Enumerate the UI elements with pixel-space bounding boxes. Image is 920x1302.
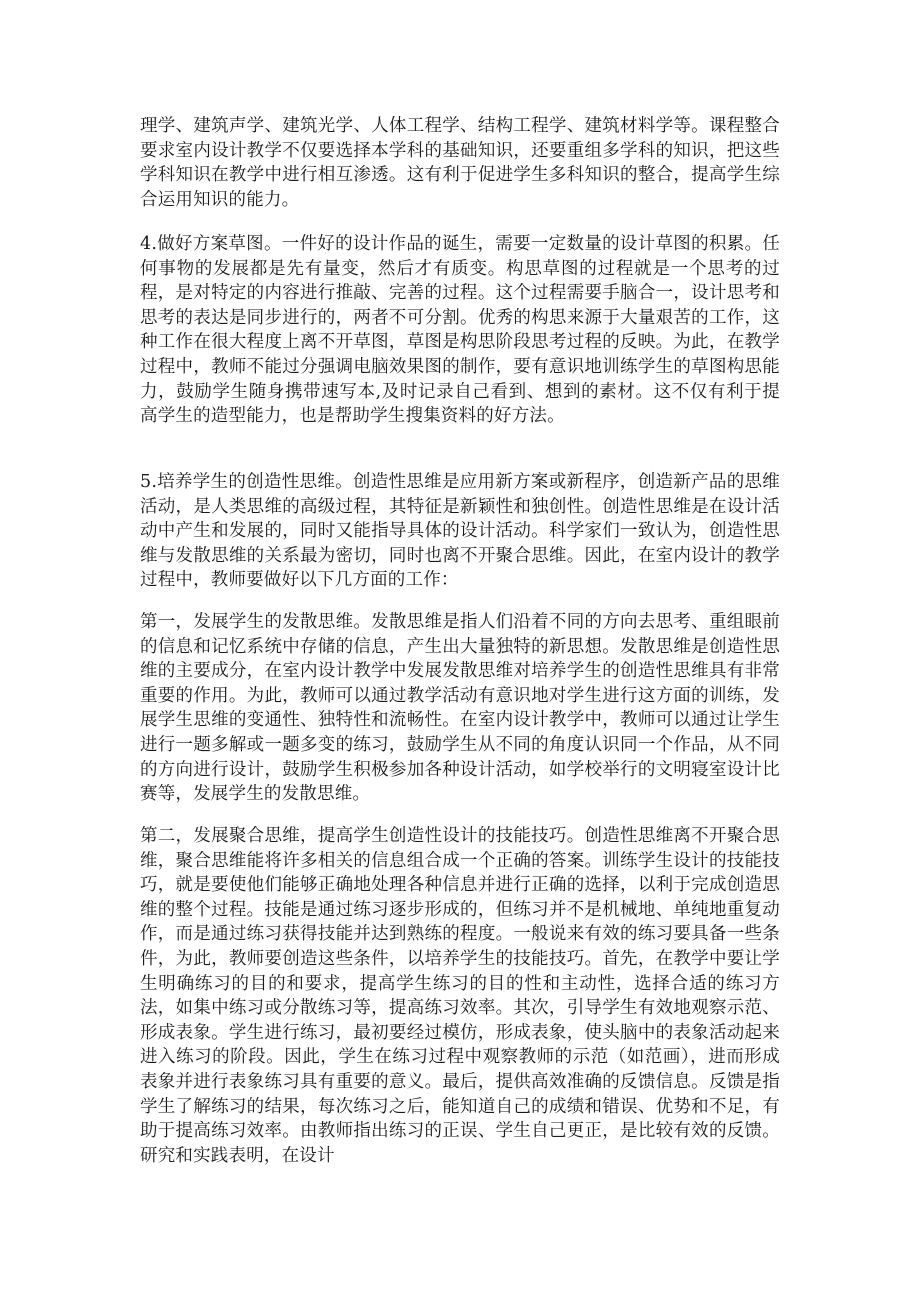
paragraph-curriculum-integration: 理学、建筑声学、建筑光学、人体工程学、结构工程学、建筑材料学等。课程整合要求室内设计教学不仅要选择本学科的基础知识，还要重组多学科的知识，把这些学科知识在教学中进行相互渗透。这有利于促进学生多科知识的整合，提高学生综合运用知识的能力。 — [140, 116, 780, 210]
paragraph-divergent-thinking: 第一，发展学生的发散思维。发散思维是指人们沿着不同的方向去思考、重组眼前的信息和记忆系统中存储的信息，产生出大量独特的新思想。发散思维是创造性思维的主要成分，在室内设计教学中发展发散思维对培养学生的创造性思维具有非常重要的作用。为此，教师可以通过教学活动有意识地对学生进行这方面的训练，发展学生思维的变通性、独特性和流畅性。在室内设计教学中，教师可以通过让学生进行一题多解或一题多变的练习，鼓励学生从不同的角度认识同一个作品，从不同的方向进行设计，鼓励学生积极参加各种设计活动，如学校举行的文明寝室设计比赛等，发展学生的发散思维。 — [140, 612, 780, 805]
paragraph-convergent-thinking: 第二，发展聚合思维，提高学生创造性设计的技能技巧。创造性思维离不开聚合思维，聚合思维能将许多相关的信息组合成一个正确的答案。训练学生设计的技能技巧，就是要使他们能够正确地处理各种信息并进行正确的选择，以利于完成创造思维的整个过程。技能是通过练习逐步形成的，但练习并不是机械地、单纯地重复动作，而是通过练习获得技能并达到熟练的程度。一般说来有效的练习要具备一些条件，为此，教师要创造这些条件，以培养学生的技能技巧。首先，在教学中要让学生明确练习的目的和要求，提高学生练习的目的性和主动性，选择合适的练习方法，如集中练习或分散练习等，提高练习效率。其次，引导学生有效地观察示范、形成表象。学生进行练习，最初要经过模仿，形成表象，使头脑中的表象活动起来进入练习的阶段。因此，学生在练习过程中观察教师的示范（如范画），进而形成表象并进行表象练习具有重要的意义。最后，提供高效准确的反馈信息。反馈是指学生了解练习的结果，每次练习之后，能知道自己的成绩和错误、优势和不足，有助于提高练习效率。由教师指出练习的正误、学生自己更正，是比较有效的反馈。研究和实践表明，在设计 — [140, 826, 780, 1166]
paragraph-creative-thinking: 5.培养学生的创造性思维。创造性思维是应用新方案或新程序，创造新产品的思维活动，是人类思维的高级过程，其特征是新颖性和独创性。创造性思维是在设计活动中产生和发展的，同时又能指导具体的设计活动。科学家们一致认为，创造性思维与发散思维的关系最为密切，同时也离不开聚合思维。因此，在室内设计的教学过程中，教师要做好以下几方面的工作： — [140, 472, 780, 591]
paragraph-design-sketches: 4.做好方案草图。一件好的设计作品的诞生，需要一定数量的设计草图的积累。任何事物的发展都是先有量变，然后才有质变。构思草图的过程就是一个思考的过程，是对特定的内容进行推敲、完善的过程。这个过程需要手脑合一，设计思考和思考的表达是同步进行的，两者不可分割。优秀的构思来源于大量艰苦的工作，这种工作在很大程度上离不开草图，草图是构思阶段思考过程的反映。为此，在教学过程中，教师不能过分强调电脑效果图的制作，要有意识地训练学生的草图构思能力，鼓励学生随身携带速写本,及时记录自己看到、想到的素材。这不仅有利于提高学生的造型能力，也是帮助学生搜集资料的好方法。 — [140, 234, 780, 427]
